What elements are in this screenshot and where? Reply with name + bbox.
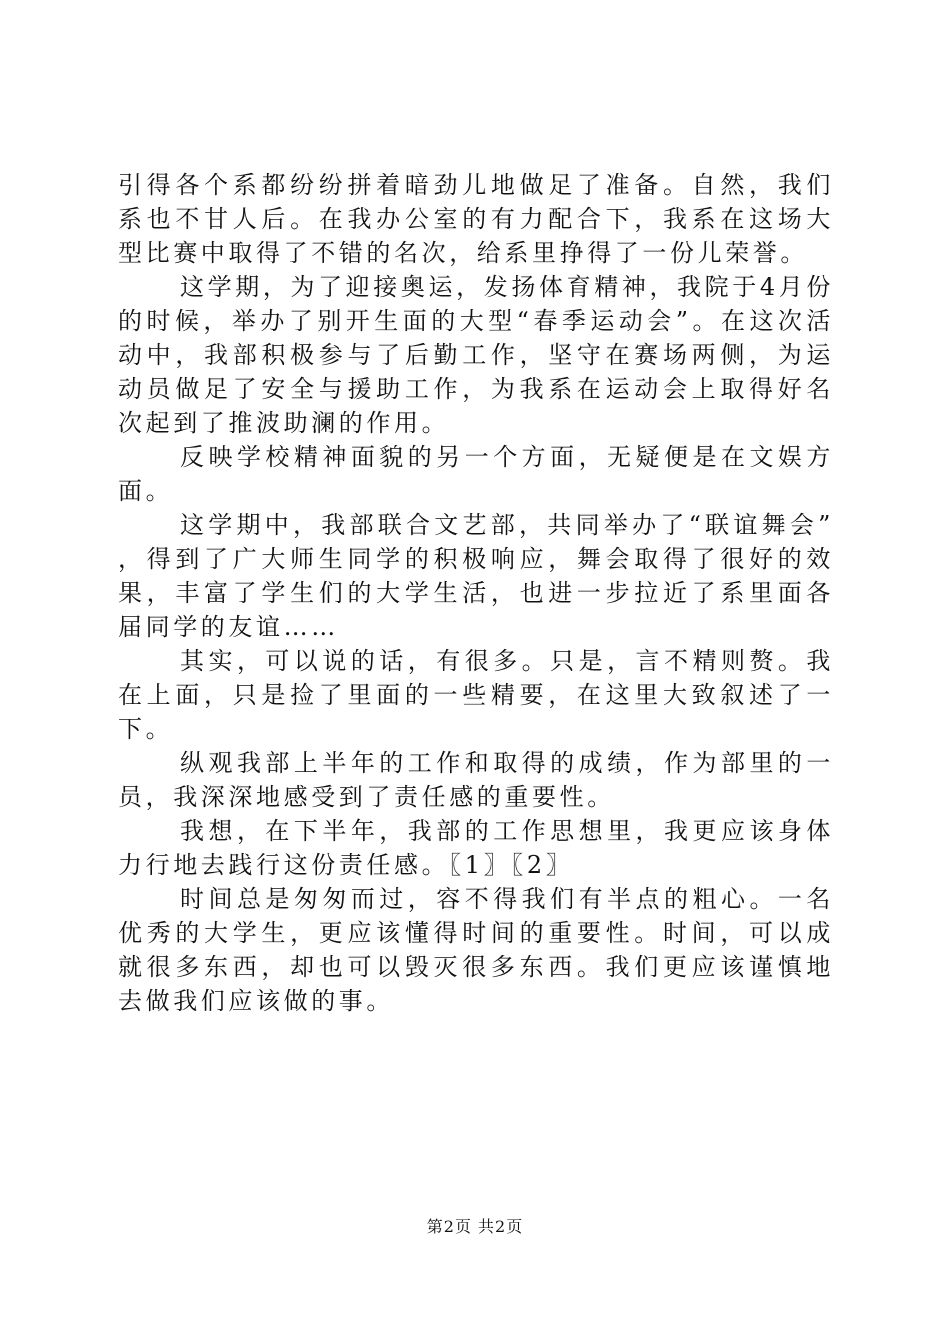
body-text: [118, 168, 834, 1018]
paragraph-sports-meet: 这学期，为了迎接奥运，发扬体育精神，我院于4月份的时候，举办了别开生面的大型“春季运动会”。在这次活动中，我部积极参与了后勤工作，坚守在赛场两侧，为运动员做足了安全与援助工作，为我系在运动会上取得好名次起到了推波助澜的作用。: [118, 273, 834, 437]
page-footer: 第2页 共2页: [426, 1217, 524, 1236]
paragraph-responsibility: 纵观我部上半年的工作和取得的成绩，作为部里的一员，我深深地感受到了责任感的重要性。: [118, 749, 834, 811]
paragraph-conclusion: 时间总是匆匆而过，容不得我们有半点的粗心。一名优秀的大学生，更应该懂得时间的重要性。时间，可以成就很多东西，却也可以毁灭很多东西。我们更应该谨慎地去做我们应该做的事。: [118, 885, 834, 1015]
paragraph-culture-intro: 反映学校精神面貌的另一个方面，无疑便是在文娱方面。: [118, 443, 834, 505]
paragraph-plan: 我想，在下半年，我部的工作思想里，我更应该身体力行地去践行这份责任感。〖1〗〖2〗: [118, 817, 834, 879]
paragraph-summary: 其实，可以说的话，有很多。只是，言不精则赘。我在上面，只是捡了里面的一些精要，在这里大致叙述了一下。: [118, 647, 834, 743]
paragraph-dance-party: 这学期中，我部联合文艺部，共同举办了“联谊舞会”，得到了广大师生同学的积极响应，舞会取得了很好的效果，丰富了学生们的大学生活，也进一步拉近了系里面各届同学的友谊……: [118, 511, 834, 641]
paragraph-continued: 引得各个系都纷纷拼着暗劲儿地做足了准备。自然，我们系也不甘人后。在我办公室的有力配合下，我系在这场大型比赛中取得了不错的名次，给系里挣得了一份儿荣誉。: [118, 171, 834, 267]
